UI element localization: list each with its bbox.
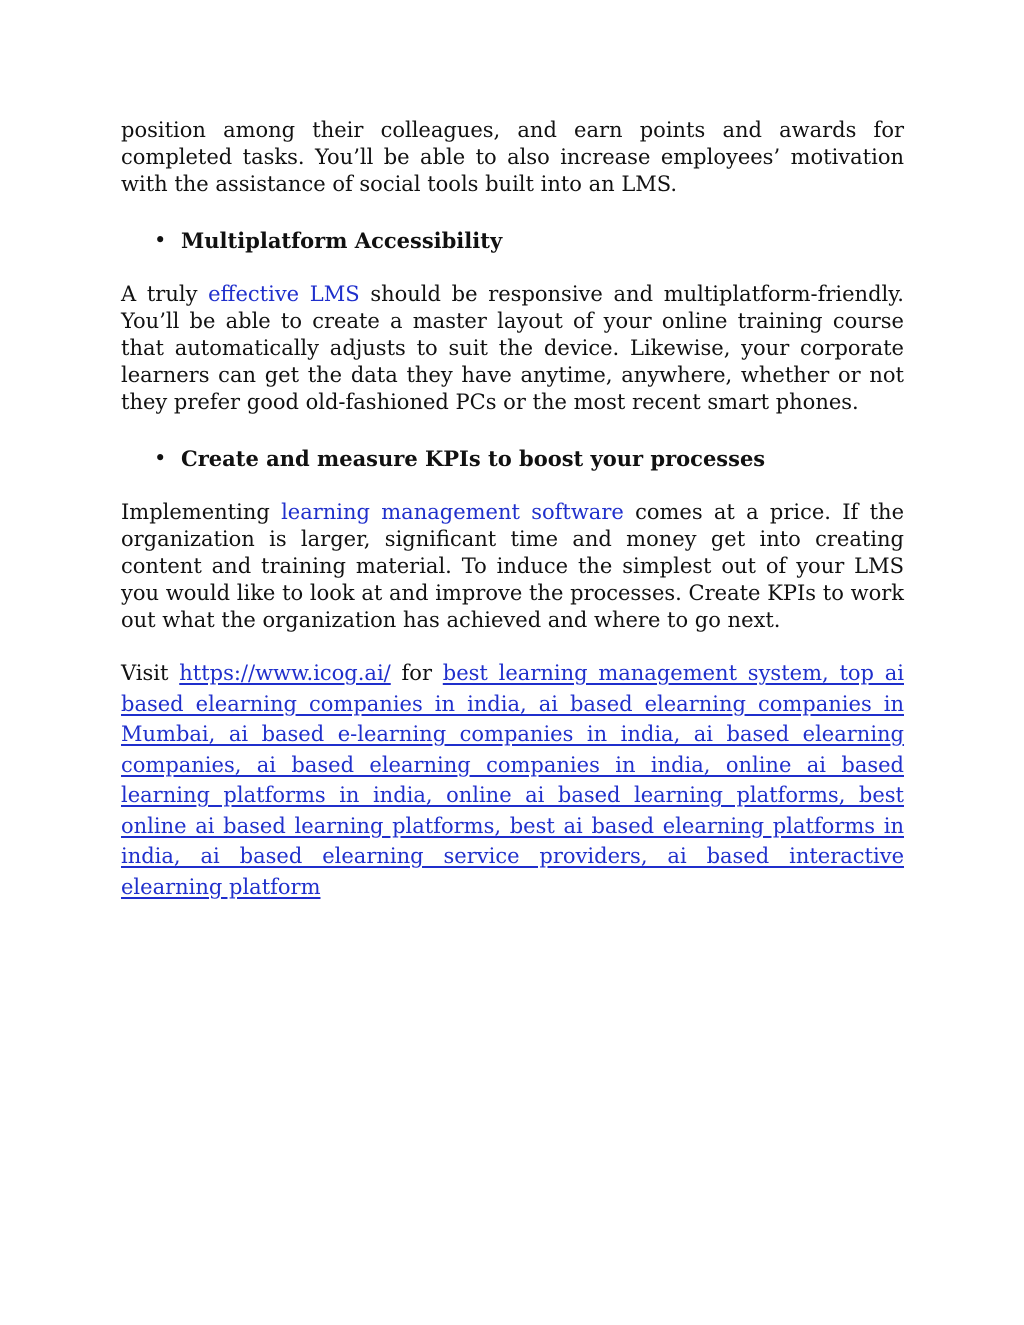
- bullet-list-multiplatform: [121, 227, 904, 254]
- heading-create-measure-kpis: Create and measure KPIs to boost your processes: [181, 446, 766, 471]
- paragraph-multiplatform: [121, 281, 904, 416]
- text-segment: A truly: [121, 282, 209, 306]
- bullet-icon: •: [154, 228, 167, 252]
- paragraph-visit-links: [121, 658, 904, 902]
- document-body: [121, 117, 904, 902]
- text-segment: should be responsive and multiplatform-friendly. You’ll be able to create a master layout of your online training course that automatically adjusts to suit the device. Likewise, your corporate learners can get the data they have anytime, anywhere, whether or not they prefer good old-fashioned PCs or the most recent smart phones.: [121, 282, 904, 414]
- keywords-link[interactable]: best learning management system, top ai based elearning companies in india, ai based elearning companies in Mumbai, ai based e-learning companies in india, ai based elearning companies, ai based elearning companies in india, online ai based learning platforms in india, online ai based learning platforms, best online ai based learning platforms, best ai based elearning platforms in india, ai based elearning service providers, ai based interactive elearning platform: [121, 661, 904, 899]
- text-segment: comes at a price. If the organization is larger, significant time and money get into creating content and training material. To induce the simplest out of your LMS you would like to look at and improve the processes. Create KPIs to work out what the organization has achieved and where to go next.: [121, 500, 904, 632]
- keyword-learning-management-software: learning management software: [281, 500, 624, 524]
- bullet-heading-kpis: [154, 445, 904, 472]
- keyword-effective-lms: effective LMS: [208, 282, 360, 306]
- heading-multiplatform-accessibility: Multiplatform Accessibility: [181, 228, 503, 253]
- icog-url-link[interactable]: https://www.icog.ai/: [179, 661, 391, 685]
- text-for: for: [390, 661, 443, 685]
- bullet-list-kpis: [121, 445, 904, 472]
- bullet-icon: •: [154, 446, 167, 470]
- text-visit: Visit: [121, 661, 180, 685]
- paragraph-lms-social-tools: position among their colleagues, and earn points and awards for completed tasks. You’ll be able to also increase employees’ motivation with the assistance of social tools built into an LMS.: [121, 118, 904, 196]
- bullet-heading-multiplatform: [154, 227, 904, 254]
- text-segment: Implementing: [121, 500, 282, 524]
- paragraph-implementing-lms: [121, 499, 904, 634]
